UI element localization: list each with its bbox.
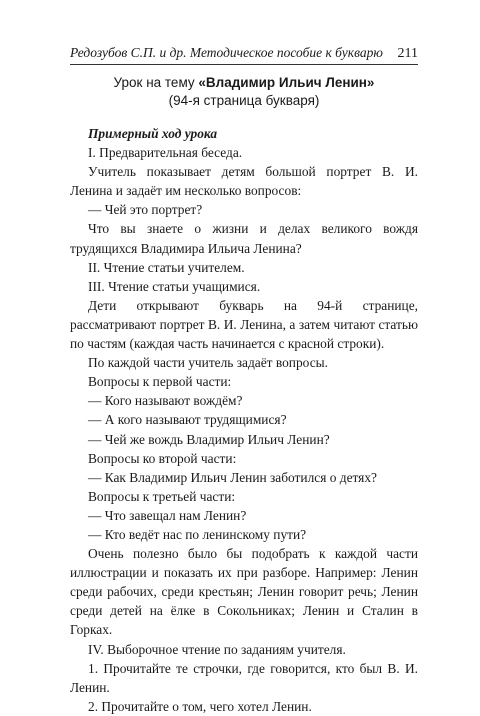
paragraph: Вопросы к первой части: (88, 374, 232, 390)
paragraph: — Чей же вождь Владимир Ильич Ленин? (88, 431, 330, 447)
paragraph: Дети открывают букварь на 94-й странице, рассматривают портрет В. И. Ленина, а затем читают статью по частям (каждая часть начинается с красной строки). (70, 297, 418, 352)
paragraph: — Кто ведёт нас по ленинскому пути? (88, 526, 307, 542)
paragraph: — Кого называют вождём? (88, 393, 243, 409)
lesson-title-prefix: Урок на тему (113, 75, 199, 90)
lesson-body (70, 124, 418, 716)
paragraph: I. Предварительная беседа. (88, 145, 243, 161)
paragraph: — А кого называют трудящимися? (88, 412, 287, 428)
lesson-subtitle: (94-я страница букваря) (168, 93, 320, 108)
paragraph: 1. Прочитайте те строчки, где говорится, кто был В. И. Ленин. (70, 660, 418, 695)
paragraph: IV. Выборочное чтение по заданиям учителя. (88, 641, 346, 657)
paragraph: 2. Прочитайте о том, чего хотел Ленин. (88, 698, 312, 714)
paragraph: Вопросы ко второй части: (88, 450, 237, 466)
paragraph: Что вы знаете о жизни и делах великого вождя трудящихся Владимира Ильича Ленина? (70, 221, 418, 256)
paragraph: По каждой части учитель задаёт вопросы. (88, 355, 328, 371)
paragraph: Вопросы к третьей части: (88, 488, 236, 504)
running-header (70, 45, 418, 62)
paragraph: — Как Владимир Ильич Ленин заботился о детях? (88, 469, 377, 485)
paragraph: Очень полезно было бы подобрать к каждой части иллюстрации и показать их при разборе. Например: Ленин среди рабочих, среди крестьян; Ленин говорит речь; Ленин среди детей на ёлке в Сокольниках; Ленин и Сталин в Горках. (70, 546, 418, 638)
paragraph: — Что завещал нам Ленин? (88, 507, 247, 523)
paragraph: — Чей это портрет? (88, 202, 203, 218)
lesson-title (70, 74, 418, 110)
lesson-topic: «Владимир Ильич Ленин» (198, 75, 375, 90)
paragraph: Учитель показывает детям большой портрет В. И. Ленина и задаёт им несколько вопросов: (70, 164, 418, 199)
paragraph: III. Чтение статьи учащимися. (88, 278, 261, 294)
section-heading: Примерный ход урока (88, 126, 218, 141)
lesson-title-line (70, 74, 418, 92)
running-title: Редозубов С.П. и др. Методическое пособие к букварю (70, 45, 383, 60)
page-number: 211 (397, 46, 418, 61)
paragraph: II. Чтение статьи учителем. (88, 259, 245, 275)
header-rule (70, 64, 418, 65)
